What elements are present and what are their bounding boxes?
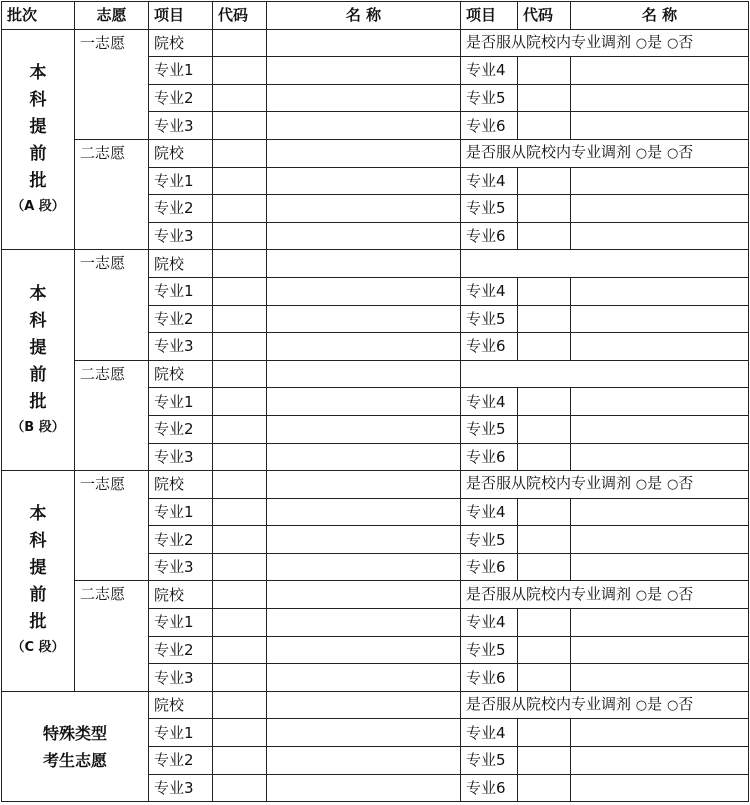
name-cell[interactable] <box>571 553 749 581</box>
table-row <box>2 471 749 499</box>
major-label: 专业4 <box>461 388 518 416</box>
name-cell[interactable] <box>267 250 461 278</box>
name-cell[interactable] <box>267 388 461 416</box>
code-cell[interactable] <box>213 333 267 361</box>
radio-no[interactable]: ○ <box>666 35 679 51</box>
major-label: 专业3 <box>149 112 213 140</box>
batch-label-a: 本 科 提 前 批 （A 段） <box>2 29 75 250</box>
radio-yes[interactable]: ○ <box>635 146 648 162</box>
major-label: 专业4 <box>461 277 518 305</box>
name-cell[interactable] <box>267 167 461 195</box>
major-label: 专业2 <box>149 415 213 443</box>
adjust-option: 是否服从院校内专业调剂 ○是 ○否 <box>461 29 749 57</box>
name-cell[interactable] <box>571 167 749 195</box>
adjust-option: 是否服从院校内专业调剂 ○是 ○否 <box>461 581 749 609</box>
school-label: 院校 <box>149 691 213 719</box>
school-label: 院校 <box>149 471 213 499</box>
name-cell[interactable] <box>267 305 461 333</box>
radio-no[interactable]: ○ <box>666 587 679 603</box>
name-cell[interactable] <box>267 691 461 719</box>
code-cell[interactable] <box>518 526 571 554</box>
header-wish: 志愿 <box>75 2 149 30</box>
adjust-option: 是否服从院校内专业调剂 ○是 ○否 <box>461 139 749 167</box>
name-cell[interactable] <box>571 719 749 747</box>
code-cell[interactable] <box>213 84 267 112</box>
code-cell[interactable] <box>518 222 571 250</box>
code-cell[interactable] <box>518 498 571 526</box>
major-label: 专业2 <box>149 195 213 223</box>
name-cell[interactable] <box>267 664 461 692</box>
major-label: 专业5 <box>461 84 518 112</box>
adjust-option: 是否服从院校内专业调剂 ○是 ○否 <box>461 471 749 499</box>
code-cell[interactable] <box>518 388 571 416</box>
major-label: 专业6 <box>461 774 518 802</box>
major-label: 专业1 <box>149 609 213 637</box>
table-row <box>2 29 749 57</box>
code-cell[interactable] <box>518 195 571 223</box>
code-cell[interactable] <box>213 609 267 637</box>
code-cell[interactable] <box>518 664 571 692</box>
code-cell[interactable] <box>518 277 571 305</box>
code-cell[interactable] <box>213 691 267 719</box>
major-label: 专业6 <box>461 112 518 140</box>
name-cell[interactable] <box>267 471 461 499</box>
major-label: 专业5 <box>461 415 518 443</box>
wish-label: 二志愿 <box>75 360 149 470</box>
code-cell[interactable] <box>518 774 571 802</box>
school-label: 院校 <box>149 250 213 278</box>
header-name: 名 称 <box>267 2 461 30</box>
code-cell[interactable] <box>518 415 571 443</box>
code-cell[interactable] <box>213 195 267 223</box>
code-cell[interactable] <box>213 581 267 609</box>
major-label: 专业4 <box>461 57 518 85</box>
radio-no[interactable]: ○ <box>666 477 679 493</box>
name-cell[interactable] <box>571 664 749 692</box>
code-cell[interactable] <box>518 112 571 140</box>
wish-label: 一志愿 <box>75 29 149 139</box>
code-cell[interactable] <box>518 305 571 333</box>
name-cell[interactable] <box>267 774 461 802</box>
code-cell[interactable] <box>213 553 267 581</box>
major-label: 专业3 <box>149 553 213 581</box>
batch-label-b: 本 科 提 前 批 （B 段） <box>2 250 75 471</box>
name-cell[interactable] <box>267 112 461 140</box>
major-label: 专业3 <box>149 664 213 692</box>
major-label: 专业6 <box>461 222 518 250</box>
special-type-label: 特殊类型 考生志愿 <box>2 691 149 801</box>
name-cell[interactable] <box>571 305 749 333</box>
name-cell[interactable] <box>571 609 749 637</box>
wish-label: 一志愿 <box>75 250 149 360</box>
name-cell[interactable] <box>267 333 461 361</box>
major-label: 专业6 <box>461 553 518 581</box>
major-label: 专业5 <box>461 195 518 223</box>
name-cell[interactable] <box>571 747 749 775</box>
major-label: 专业6 <box>461 443 518 471</box>
code-cell[interactable] <box>518 719 571 747</box>
name-cell[interactable] <box>267 747 461 775</box>
name-cell[interactable] <box>571 443 749 471</box>
radio-yes[interactable]: ○ <box>635 587 648 603</box>
school-label: 院校 <box>149 139 213 167</box>
radio-yes[interactable]: ○ <box>635 698 648 714</box>
major-label: 专业4 <box>461 167 518 195</box>
code-cell[interactable] <box>213 139 267 167</box>
major-label: 专业1 <box>149 719 213 747</box>
name-cell[interactable] <box>267 443 461 471</box>
major-label: 专业6 <box>461 664 518 692</box>
radio-no[interactable]: ○ <box>666 146 679 162</box>
major-label: 专业5 <box>461 747 518 775</box>
application-form-table <box>1 1 749 802</box>
header-code: 代码 <box>213 2 267 30</box>
code-cell[interactable] <box>518 443 571 471</box>
code-cell[interactable] <box>213 526 267 554</box>
name-cell[interactable] <box>267 29 461 57</box>
header-item: 项目 <box>149 2 213 30</box>
adjust-option: 是否服从院校内专业调剂 ○是 ○否 <box>461 691 749 719</box>
code-cell[interactable] <box>213 360 267 388</box>
major-label: 专业2 <box>149 305 213 333</box>
code-cell[interactable] <box>213 471 267 499</box>
name-cell[interactable] <box>571 415 749 443</box>
code-cell[interactable] <box>213 112 267 140</box>
code-cell[interactable] <box>213 167 267 195</box>
name-cell[interactable] <box>267 636 461 664</box>
name-cell[interactable] <box>267 498 461 526</box>
code-cell[interactable] <box>518 333 571 361</box>
major-label: 专业1 <box>149 57 213 85</box>
code-cell[interactable] <box>213 29 267 57</box>
radio-yes[interactable]: ○ <box>635 477 648 493</box>
major-label: 专业1 <box>149 388 213 416</box>
major-label: 专业1 <box>149 277 213 305</box>
major-label: 专业5 <box>461 636 518 664</box>
table-row <box>2 691 749 719</box>
code-cell[interactable] <box>518 57 571 85</box>
major-label: 专业3 <box>149 443 213 471</box>
code-cell[interactable] <box>518 553 571 581</box>
header-item-right: 项目 <box>461 2 518 30</box>
header-code-right: 代码 <box>518 2 571 30</box>
name-cell[interactable] <box>571 195 749 223</box>
major-label: 专业3 <box>149 774 213 802</box>
code-cell[interactable] <box>518 636 571 664</box>
name-cell[interactable] <box>267 277 461 305</box>
name-cell[interactable] <box>267 57 461 85</box>
radio-no[interactable]: ○ <box>666 698 679 714</box>
code-cell[interactable] <box>213 250 267 278</box>
name-cell[interactable] <box>571 333 749 361</box>
batch-label-c: 本 科 提 前 批 （C 段） <box>2 471 75 692</box>
name-cell[interactable] <box>267 222 461 250</box>
name-cell[interactable] <box>267 139 461 167</box>
code-cell[interactable] <box>518 609 571 637</box>
major-label: 专业4 <box>461 609 518 637</box>
major-label: 专业2 <box>149 84 213 112</box>
name-cell[interactable] <box>571 112 749 140</box>
table-row <box>2 250 749 278</box>
code-cell[interactable] <box>213 415 267 443</box>
header-name-right: 名 称 <box>571 2 749 30</box>
code-cell[interactable] <box>213 774 267 802</box>
code-cell[interactable] <box>213 277 267 305</box>
wish-label: 一志愿 <box>75 471 149 581</box>
code-cell[interactable] <box>213 388 267 416</box>
code-cell[interactable] <box>518 167 571 195</box>
name-cell[interactable] <box>267 526 461 554</box>
name-cell[interactable] <box>267 84 461 112</box>
name-cell[interactable] <box>571 498 749 526</box>
name-cell[interactable] <box>571 57 749 85</box>
name-cell[interactable] <box>571 84 749 112</box>
code-cell[interactable] <box>213 222 267 250</box>
table-row <box>2 581 749 609</box>
major-label: 专业4 <box>461 719 518 747</box>
major-label: 专业2 <box>149 747 213 775</box>
name-cell[interactable] <box>571 526 749 554</box>
table-row <box>2 360 749 388</box>
name-cell[interactable] <box>571 636 749 664</box>
major-label: 专业2 <box>149 636 213 664</box>
name-cell[interactable] <box>571 277 749 305</box>
major-label: 专业5 <box>461 526 518 554</box>
name-cell[interactable] <box>267 553 461 581</box>
school-label: 院校 <box>149 360 213 388</box>
code-cell[interactable] <box>213 443 267 471</box>
code-cell[interactable] <box>213 305 267 333</box>
radio-yes[interactable]: ○ <box>635 35 648 51</box>
name-cell[interactable] <box>267 609 461 637</box>
major-label: 专业3 <box>149 333 213 361</box>
header-row <box>2 2 749 30</box>
name-cell[interactable] <box>267 360 461 388</box>
major-label: 专业2 <box>149 526 213 554</box>
empty-cell <box>461 250 749 278</box>
major-label: 专业3 <box>149 222 213 250</box>
code-cell[interactable] <box>213 719 267 747</box>
major-label: 专业1 <box>149 498 213 526</box>
name-cell[interactable] <box>571 222 749 250</box>
major-label: 专业1 <box>149 167 213 195</box>
empty-cell <box>461 360 749 388</box>
code-cell[interactable] <box>213 664 267 692</box>
code-cell[interactable] <box>213 747 267 775</box>
name-cell[interactable] <box>267 581 461 609</box>
school-label: 院校 <box>149 29 213 57</box>
name-cell[interactable] <box>571 388 749 416</box>
school-label: 院校 <box>149 581 213 609</box>
major-label: 专业5 <box>461 305 518 333</box>
code-cell[interactable] <box>213 636 267 664</box>
major-label: 专业4 <box>461 498 518 526</box>
code-cell[interactable] <box>518 747 571 775</box>
major-label: 专业6 <box>461 333 518 361</box>
wish-label: 二志愿 <box>75 581 149 691</box>
name-cell[interactable] <box>571 774 749 802</box>
name-cell[interactable] <box>267 415 461 443</box>
code-cell[interactable] <box>518 84 571 112</box>
header-batch: 批次 <box>2 2 75 30</box>
name-cell[interactable] <box>267 719 461 747</box>
wish-label: 二志愿 <box>75 139 149 249</box>
table-row <box>2 139 749 167</box>
code-cell[interactable] <box>213 57 267 85</box>
name-cell[interactable] <box>267 195 461 223</box>
code-cell[interactable] <box>213 498 267 526</box>
